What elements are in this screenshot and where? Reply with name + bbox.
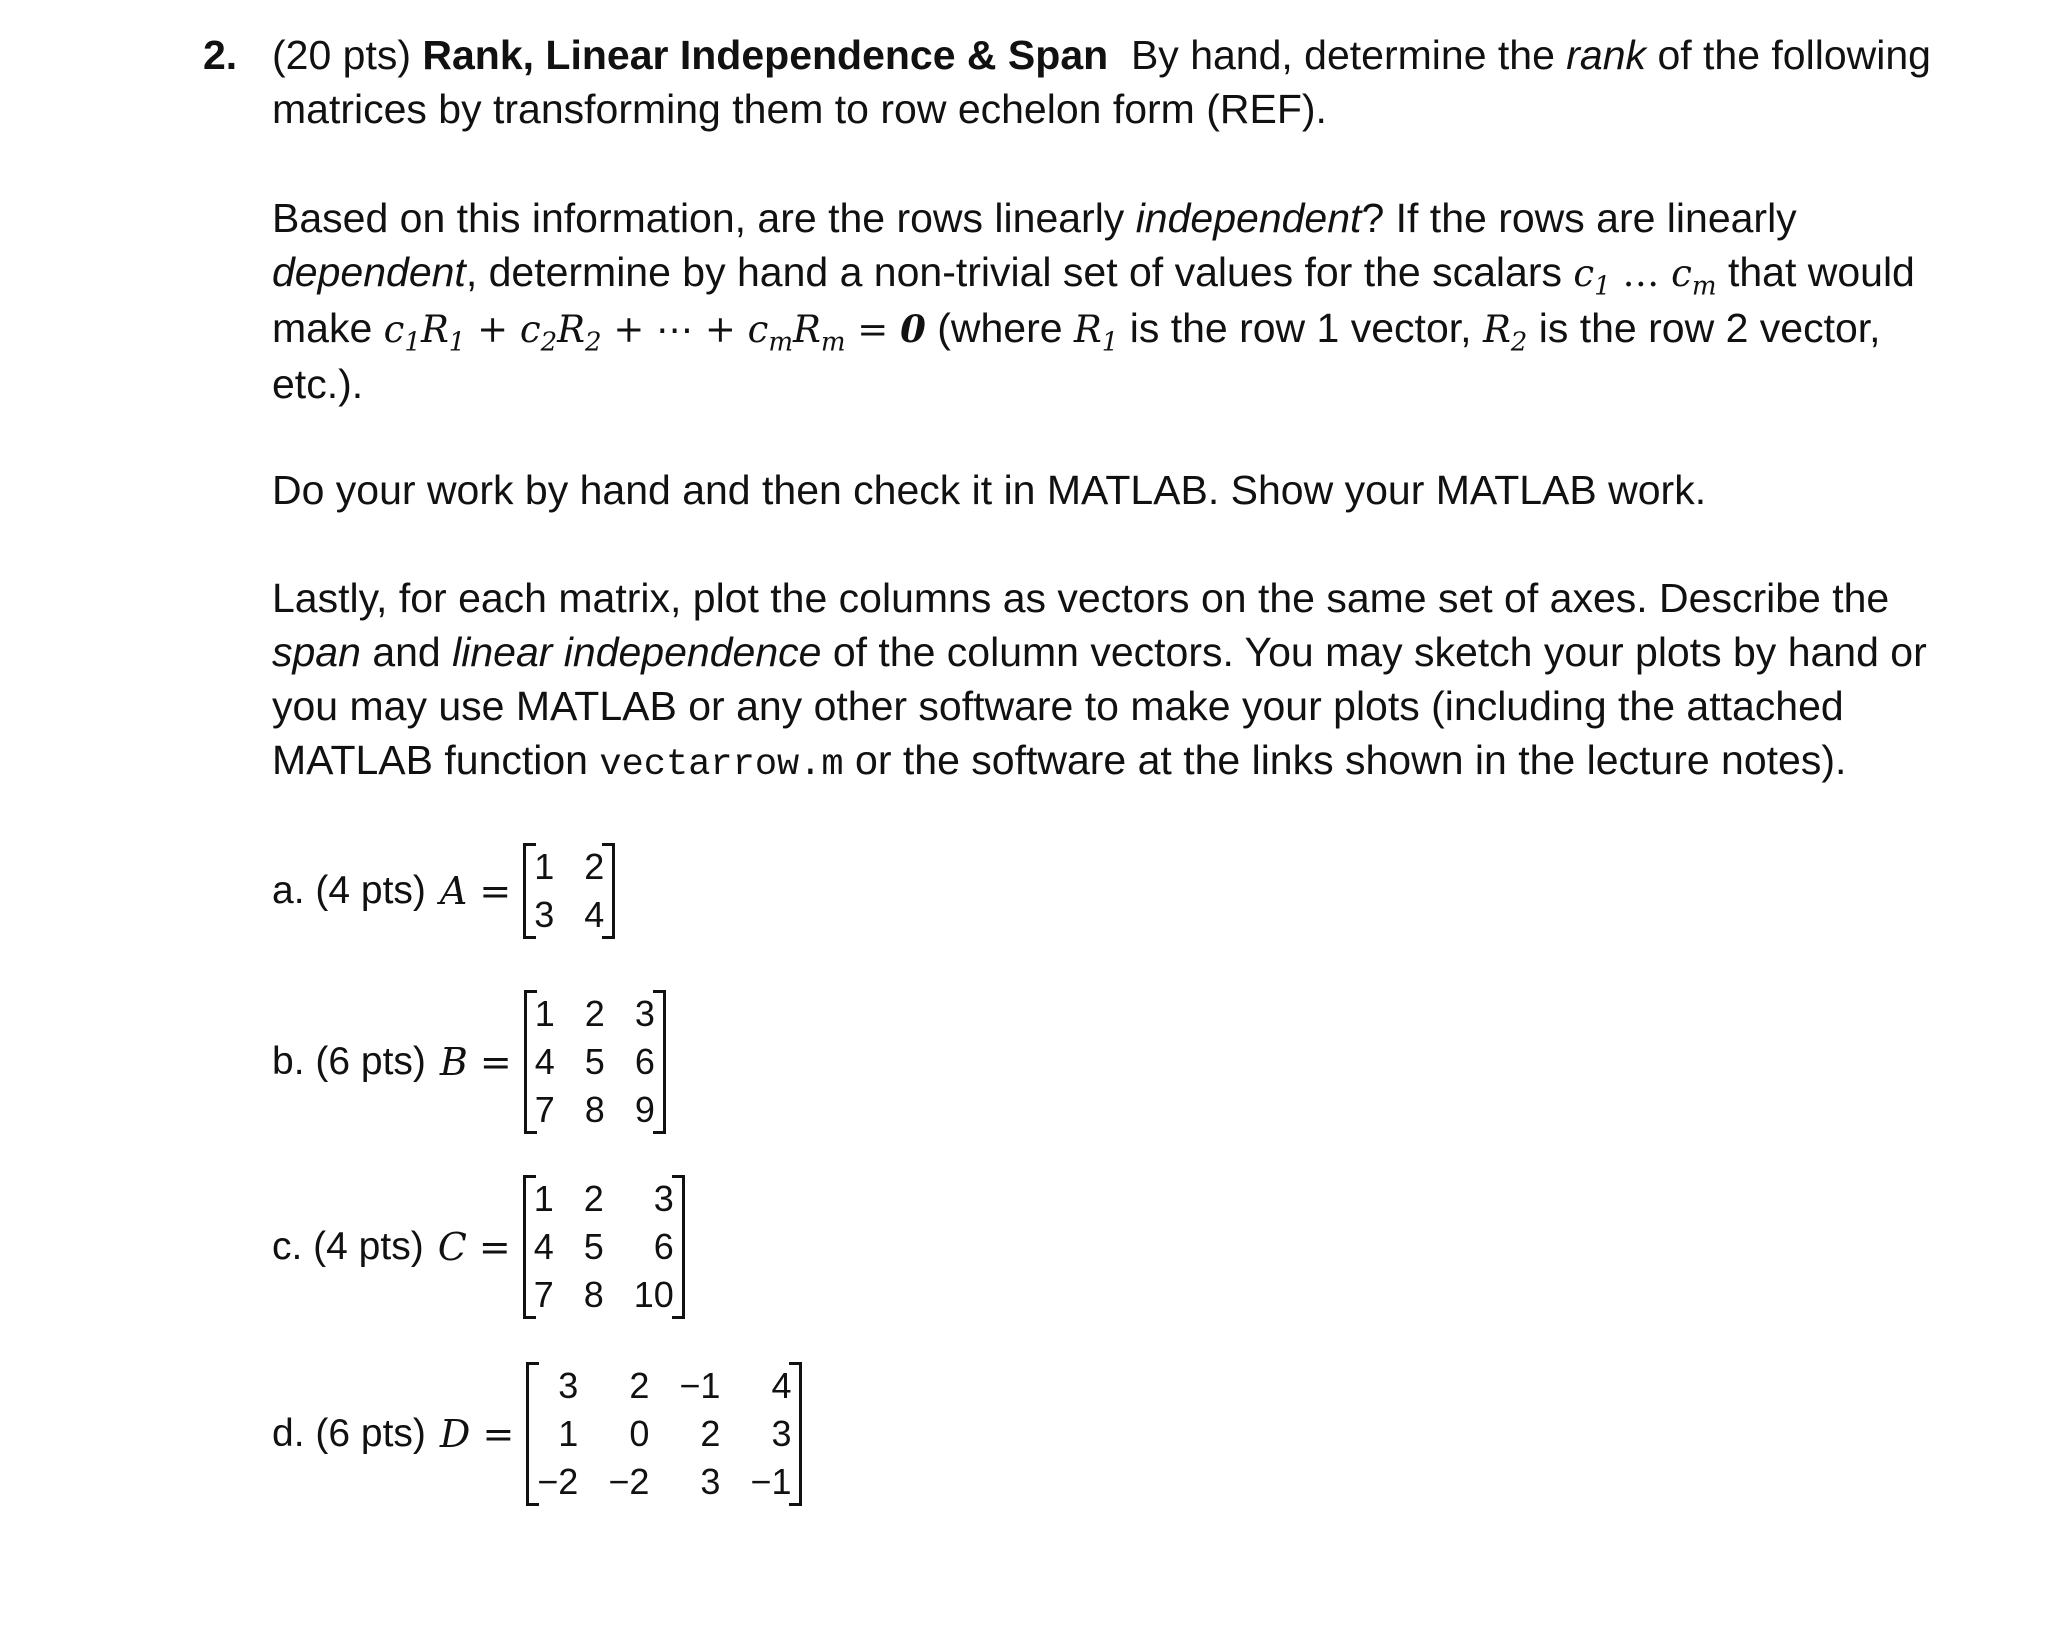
matrix-cell: 3 <box>558 1365 579 1406</box>
matrix-cell: −1 <box>679 1365 721 1406</box>
part-label: a. (4 pts) <box>272 869 426 912</box>
span-paragraph <box>272 571 1932 792</box>
r2-math: $R_2$ <box>1482 308 1528 358</box>
span-term: span <box>272 629 361 675</box>
matrix-cell: 6 <box>634 1041 655 1082</box>
matrix-cell: 1 <box>534 993 555 1034</box>
lastly-text-2: and <box>360 629 453 675</box>
matrix-cell: 2 <box>700 1413 721 1454</box>
matrix-cell: 2 <box>583 1178 604 1219</box>
matrix-name: A = <box>439 869 512 913</box>
based-text-2: ? If the rows are linearly <box>1361 195 1797 241</box>
vectarrow-code: vectarrow.m <box>599 744 844 786</box>
matrix-cell: 0 <box>629 1413 650 1454</box>
matrix-cell: −2 <box>608 1461 650 1502</box>
matrix-cell: 8 <box>584 1089 605 1130</box>
r1-math: $R_1$ <box>1073 308 1119 358</box>
matrix-a <box>523 843 615 939</box>
matrix-cell: −2 <box>537 1461 579 1502</box>
part-label: b. (6 pts) <box>272 1040 426 1083</box>
matrix-cell: 4 <box>534 1041 555 1082</box>
part-a <box>272 843 615 939</box>
part-label: c. (4 pts) <box>272 1225 424 1268</box>
dependent-term: dependent <box>272 249 466 295</box>
problem-title: Rank, Linear Independence & Span <box>422 32 1109 78</box>
matrix-cell: −1 <box>750 1461 792 1502</box>
part-b <box>272 990 666 1134</box>
part-c <box>272 1175 685 1319</box>
based-text-1: Based on this information, are the rows linearly <box>272 195 1136 241</box>
matrix-variable: B <box>439 1040 468 1084</box>
based-text-3: , determine by hand a non-trivial set of values for the scalars <box>465 249 1574 295</box>
matrix-cell: 2 <box>629 1365 650 1406</box>
matrix-cell: 3 <box>634 993 655 1034</box>
matrix-cell: 7 <box>534 1089 555 1130</box>
based-text-4: that would make <box>272 249 1915 351</box>
matrix-name: B = <box>439 1040 512 1084</box>
matrix-c <box>523 1175 685 1319</box>
matrix-name: C = <box>437 1225 511 1269</box>
based-text-6: is the row 1 vector, <box>1118 305 1483 351</box>
scalar-range-math: $c_1$ … $c_m$ <box>1573 252 1717 302</box>
matrix-cell: 8 <box>583 1274 604 1315</box>
lastly-text-3: of the column vectors. You may sketch your plots by hand or you may use MATLAB or any other software to make your plots (including the attached MATLAB function <box>272 629 1927 783</box>
matrix-cell: 4 <box>771 1365 792 1406</box>
matrix-cell: 4 <box>533 1226 554 1267</box>
problem-intro <box>272 28 1932 136</box>
matrix-cell: 1 <box>533 1178 554 1219</box>
matrix-cell: 2 <box>584 993 605 1034</box>
matrix-variable: D <box>439 1412 471 1456</box>
matrix-cell: 2 <box>584 846 605 887</box>
matrix-cell: 3 <box>771 1413 792 1454</box>
matrix-b <box>524 990 666 1134</box>
lastly-text-4: or the software at the links shown in the lecture notes). <box>843 737 1847 783</box>
problem-number: 2. <box>203 32 238 78</box>
matrix-cell: 1 <box>534 846 555 887</box>
part-label: d. (6 pts) <box>272 1412 426 1455</box>
matrix-cell: 5 <box>584 1041 605 1082</box>
matrix-cell: 5 <box>583 1226 604 1267</box>
based-text-5: (where <box>925 305 1074 351</box>
matrix-cell: 3 <box>653 1178 674 1219</box>
intro-text: By hand, determine the <box>1108 32 1567 78</box>
matrix-cell: 3 <box>700 1461 721 1502</box>
linear-independence-term: linear independence <box>452 629 822 675</box>
linear-combination-math: $c_1R_1 + c_2R_2$ + ⋯ + $c_mR_m = 0$ <box>383 307 926 358</box>
matrix-cell: 6 <box>653 1226 674 1267</box>
matrix-variable: A <box>439 869 468 913</box>
lastly-text-1: Lastly, for each matrix, plot the columns as vectors on the same set of axes. Describe the <box>272 575 1890 621</box>
matrix-variable: C <box>437 1225 467 1269</box>
matlab-instruction: Do your work by hand and then check it in MATLAB. Show your MATLAB work. <box>272 467 1707 513</box>
matrix-cell: 1 <box>558 1413 579 1454</box>
part-d <box>272 1362 802 1506</box>
matrix-cell: 3 <box>534 894 555 935</box>
matrix-d <box>526 1362 802 1506</box>
rank-term: rank <box>1566 32 1647 78</box>
independent-term: independent <box>1135 195 1362 241</box>
matrix-cell: 9 <box>634 1089 655 1130</box>
matrix-cell: 10 <box>633 1274 674 1315</box>
matrix-name: D = <box>439 1412 515 1456</box>
points-label: (20 pts) <box>272 32 423 78</box>
intro-text-2: of the following matrices by transforming them to row echelon form (REF). <box>272 32 1931 132</box>
linear-independence-paragraph <box>272 191 1932 411</box>
matrix-cell: 7 <box>533 1274 554 1315</box>
matrix-cell: 4 <box>584 894 605 935</box>
based-text-7: is the row 2 vector, etc.). <box>272 305 1881 407</box>
